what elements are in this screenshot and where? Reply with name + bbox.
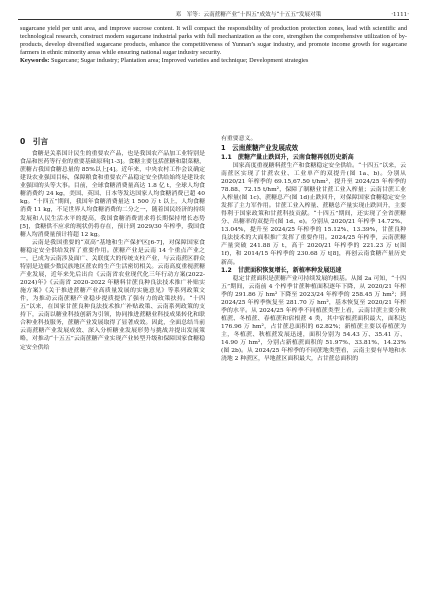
keywords-text: Sugarcane; Sugar industry; Plantation area; Improved varieties and technique; Development strategies [49, 57, 309, 65]
paragraph: 稳定甘蔗面积是蔗糖产业可持续发展的根基。从图 2a 可知，“十四五”期间，云南前 4 个榨季甘蔗种植面积逐年下降，从 2020/21 年榨季的 291.86 万 hm² 下降至 2023/24 年榨季的 258.45 万 hm²；到 2024/25 年榨季恢复至 281.70 万 hm²，基本恢复至 2020/21 年榨季的水平。从 2024/25 年榨季不同植蔗类型上看，云南甘蔗主要分秋植蔗、冬植蔗、春植蔗和宿根蔗 4 类，其中宿根蔗面积最大，面积达 176.96 万 hm²，占甘蔗总面积的 62.82%；新植蔗主要以春植蔗为主，冬植蔗、秋植蔗发展迅速，面积分别为 54.43 万、35.41 万、14.90 万 hm²，分别占新植蔗面积的 51.97%、33.81%、14.23%(图 2b)。从 2024/25 年榨季的不同蔗地类型看，云南主要有旱地和水浇地 2 种蔗区，旱地蔗区面积最大，占甘蔗总面积的 [221, 275, 406, 363]
paragraph: 云南是我国重要的“双高”基地和生产保护区[6-7]，对保障国家食糖稳定安全供给发挥了重要作用。蔗糖产业是云南 14 个重点产业之一，已成为云南涉及面广、关联度大的传统支柱产业，与云南蔗区群众特别是边疆少数民族地区蔗农的生产生活密切相关。云南高度重视蔗糖产业发展，近年来先后出台《云南省农业现代化三年行动方案(2022-2024)年》《云南省 2020-2022 年糖料甘蔗良种良法技术推广补贴实施方案》《关于推进蔗糖产业高质量发展的实施意见》等系列政策文件，为推动云南蔗糖产业稳步提质提供了强有力的政策扶持。“十四五”以来，在国家甘蔗良种良法技术推广补贴政策、云南系列政策的支持下，云南以糖业科技创新为引领，协同推进蔗糖业科技成果转化和联合种业科技服务，蔗糖产业发展取得了显著成效。因此，全面总结当前云南蔗糖产业发展成效、深入分析糖业发展形势与挑战并提出发展策略，对推动“十五五”云南蔗糖产业实现产业转型升级和保障国家食糖稳定安全供给 [20, 239, 205, 351]
right-column [221, 135, 406, 363]
section-heading-introduction: 0 引言 [20, 137, 49, 146]
left-column [20, 135, 205, 352]
paragraph: 食糖是关系国计民生的重要农产品，也是我国农产品加工业特别是食品和医药等行业的重要基础原料[1-3]。食糖主要包括蔗糖和甜菜糖，蔗糖占我国食糖总量的 85%以上[4]。近年来，中央农村工作会议确定建设农业强国目标，保障粮食和重要农产品稳定安全供给始终是建设农业强国的头等大事。目前，全球食糖消费量高达 1.8 亿 t，全球人均食糖消费约 24 kg，美国、英国、日本等发达国家人均食糖消费已超 40 kg。“十四五”期间，我国年食糖消费量达 1 500 万 t 以上，人均食糖消费 11 kg，不足世界人均食糖消费的二分之一，随着国民经济的持续发展和人民生活水平的提高，我国食糖消费需求将长期保持增长态势[5]，食糖供不应求的现状仍将存在，预计到 2029/30 年榨季，我国食糖人均消费量预计将超 12 kg。 [20, 151, 205, 238]
abstract-text: sugarcane yield per unit area, and improve sucrose content. It will compact the responsibility of production protection zones, lead with scientific and technological research, construct modern sugarcane industrial parks with full mechanization as the core, strengthen the comprehensive utilization of by-products, develop diversified sugarcane products, enhance the competitiveness of Yunnan’s sugar industry, and promote income growth for sugarcane farmers in ethnic minority areas while ensuring national sugar industry security. [20, 25, 407, 57]
page-number: ·1111· [391, 12, 409, 18]
subsection-heading-1-2: 1.2 甘蔗面积恢复增长，新植率种发展迅速 [221, 266, 342, 274]
subsection-heading-1-1: 1.1 蔗糖产量止跌回升，云南食糖再创历史新高 [221, 153, 354, 161]
keywords-label: Keywords: [20, 57, 50, 65]
paragraph-continuation: 有重要意义。 [221, 136, 257, 142]
keywords [20, 57, 407, 65]
running-header [18, 6, 409, 20]
section-heading-1: 1 云南蔗糖产业发展成效 [221, 144, 299, 153]
paragraph: 国家高度重视糖料蔗生产和食糖稳定安全供给。“十四五”以来，云南蔗区实现了甘蔗农业、工业单产的双提升(图 1a、b)。分别从 2020/21 年榨季的 69.15,67.50 t/hm²，提升至 2024/25 年榨季的 78.88、72.15 t/hm²，保障了制糖业甘蔗工业入榨量；云南甘蔗工业入榨量(图 1c)、蔗糖总产(图 1d)止跌回升，对保障国家食糖稳定安全发挥了主力军作用。甘蔗工业入榨量、蔗糖总产量实现止跌回升，主要得利于国家政策和甘蔗科技贡献。“十四五”期间，还实现了全省蔗糖分、出糖率的双提升(图 1d、e)。分别从 2020/21 年榨季 14.72%、13.04%，提升至 2024/25 年榨季的 15.12%、13.39%，甘蔗良种良法技术的大面积推广发挥了重要作用。2024/25 年榨季，云南蔗糖产量突破 241.88 万 t，高于 2020/21 年榨季的 221.23 万 t(图 1f)，和 2014/15 年榨季的 230.68 万 t[8]，再创云南食糖产量历史新高。 [221, 162, 406, 266]
running-title: 邓 军等：云南蔗糖产业“十四五”成效与“十五五”发展对策 [175, 12, 322, 18]
english-abstract [20, 25, 407, 65]
